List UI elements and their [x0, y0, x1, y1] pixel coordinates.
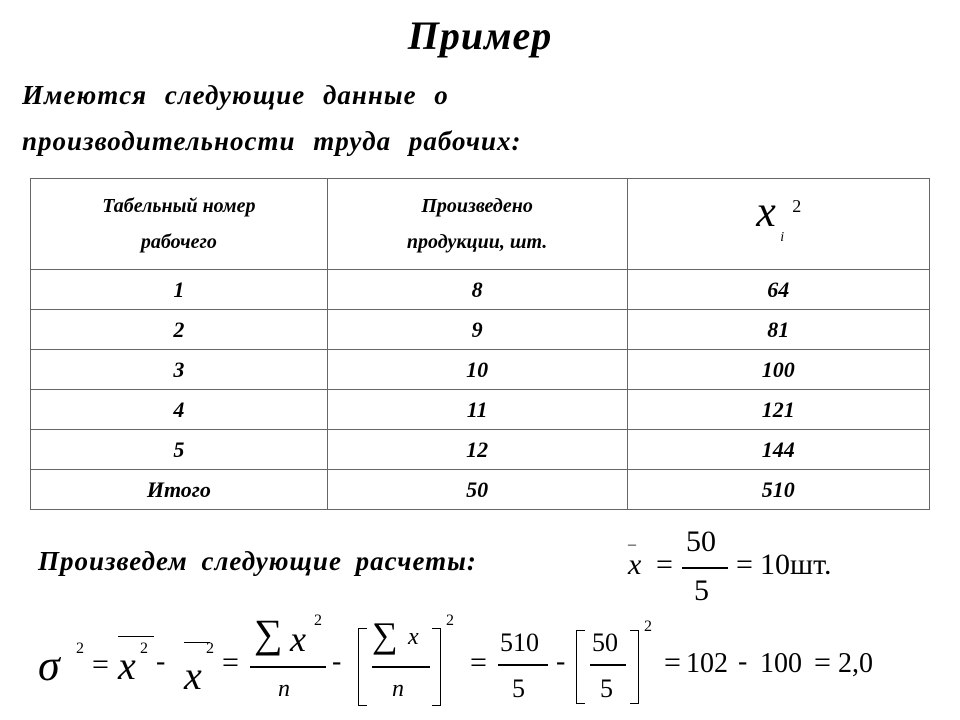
fraction-line-4	[590, 664, 626, 666]
n-denominator-1: n	[278, 676, 290, 702]
mean-denominator: 5	[694, 574, 709, 607]
value-100: 100	[760, 648, 802, 679]
table-total-row: Итого 50 510	[31, 470, 930, 510]
sum-symbol-2: ∑	[372, 615, 398, 655]
x2-mean-symbol: x	[118, 643, 136, 688]
sum-x-1: x	[290, 619, 306, 659]
sum-x-sup: 2	[314, 612, 322, 629]
xbar-symbol: x	[184, 653, 202, 698]
right-bracket-1	[432, 628, 441, 706]
fraction-line-1	[250, 666, 326, 668]
mean-equals: =	[656, 548, 673, 581]
mean-result: 10шт.	[760, 548, 832, 581]
mean-bar: –	[628, 536, 636, 553]
mean-fraction-line	[682, 567, 728, 569]
fraction-line-2	[372, 666, 430, 668]
sum-x-2: x	[408, 624, 419, 650]
bracket-sup-1: 2	[446, 612, 454, 629]
mean-x-symbol: x	[628, 548, 642, 581]
numerator-510: 510	[500, 628, 539, 657]
denominator-5-2: 5	[600, 674, 613, 703]
intro-line-1: Имеются следующие данные о	[22, 80, 449, 110]
table-header-row	[31, 179, 930, 270]
x-i-squared-symbol: x i 2	[756, 187, 802, 245]
equals-5: =	[814, 646, 831, 679]
variance-result: 2,0	[838, 648, 873, 679]
header-employee-number: Табельный номер рабочего	[31, 179, 328, 270]
table-row: 4 11 121	[31, 390, 930, 430]
intro-text	[22, 72, 922, 164]
table-row: 5 12 144	[31, 430, 930, 470]
equals-3: =	[470, 646, 487, 679]
xbar-sup: 2	[206, 640, 214, 657]
sum-symbol-1: ∑	[254, 611, 283, 656]
mean-equals-2: =	[736, 548, 753, 581]
equals-4: =	[664, 646, 681, 679]
left-bracket-1	[358, 628, 367, 706]
calc-label: Произведем следующие расчеты:	[38, 546, 477, 576]
minus-2: -	[332, 646, 342, 677]
n-denominator-2: n	[392, 676, 404, 702]
fraction-line-3	[498, 664, 548, 666]
table-row: 3 10 100	[31, 350, 930, 390]
x2-bar	[118, 636, 154, 637]
data-table	[30, 178, 930, 510]
header-x-squared	[627, 179, 929, 270]
x2-sup: 2	[140, 640, 148, 657]
numerator-50: 50	[592, 628, 618, 657]
minus-1: -	[156, 646, 166, 677]
mean-numerator: 50	[686, 525, 716, 558]
bracket-sup-2: 2	[644, 618, 652, 635]
minus-4: -	[738, 646, 748, 677]
minus-3: -	[556, 646, 566, 677]
equals-1: =	[92, 648, 109, 681]
value-102: 102	[686, 648, 728, 679]
right-bracket-2	[630, 630, 639, 704]
table-row: 2 9 81	[31, 310, 930, 350]
left-bracket-2	[576, 630, 585, 704]
table-row: 1 8 64	[31, 270, 930, 310]
header-produced: Произведено продукции, шт.	[327, 179, 627, 270]
intro-line-2: производительности труда рабочих:	[22, 126, 522, 156]
denominator-5-1: 5	[512, 674, 525, 703]
page-title: Пример	[407, 13, 553, 58]
equals-2: =	[222, 646, 239, 679]
sigma-symbol: σ	[38, 641, 60, 690]
sigma-sup: 2	[76, 640, 84, 657]
